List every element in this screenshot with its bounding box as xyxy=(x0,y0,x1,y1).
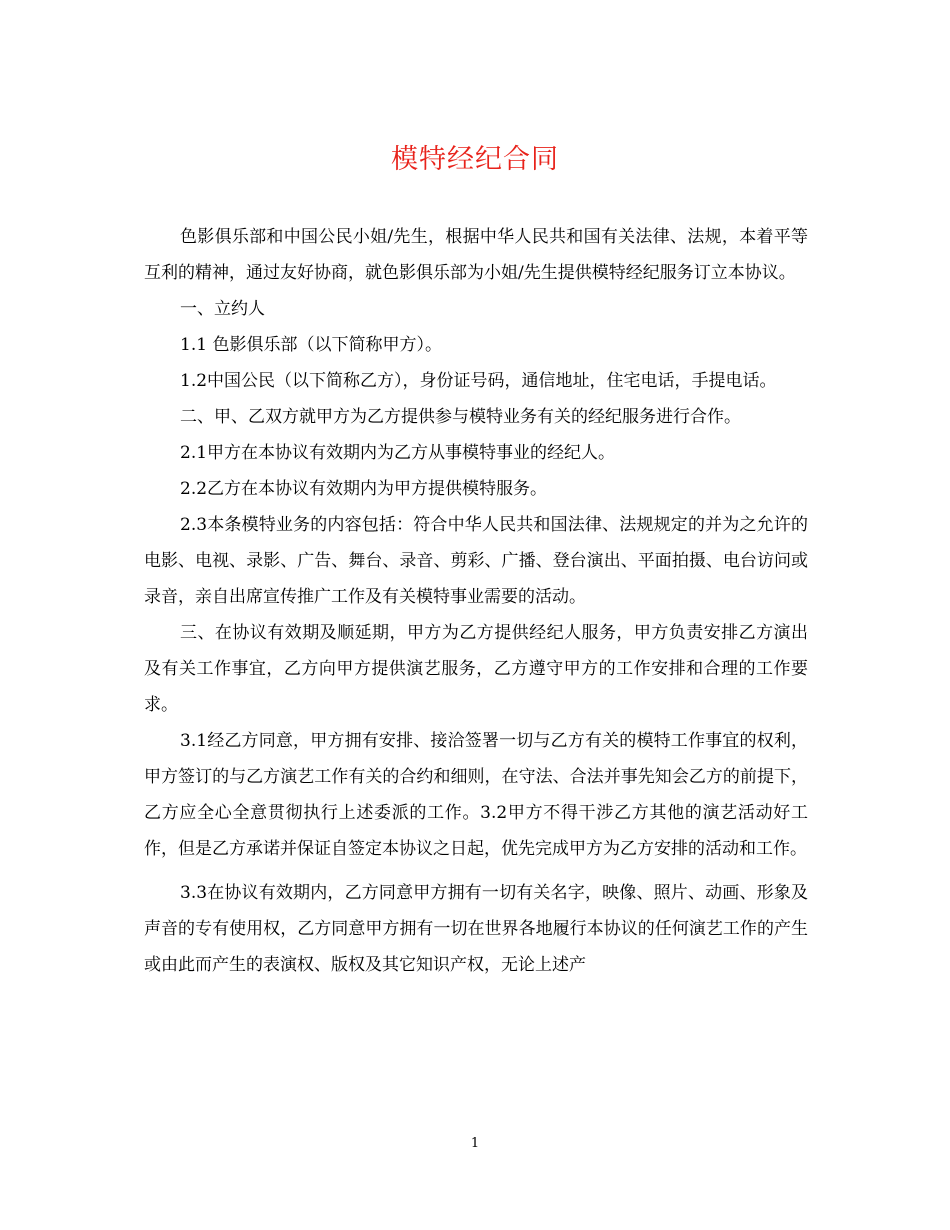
paragraph-3-3: 3.3在协议有效期内，乙方同意甲方拥有一切有关名字，映像、照片、动画、形象及声音的专有使用权，乙方同意甲方拥有一切在世界各地履行本协议的任何演艺工作的产生或由此而产生的表演权、版权及其它知识产权，无论上述产 xyxy=(144,883,808,975)
paragraph-intro: 色影俱乐部和中国公民小姐/先生，根据中华人民共和国有关法律、法规，本着平等互利的精神，通过友好协商，就色影俱乐部为小姐/先生提供模特经纪服务订立本协议。 xyxy=(144,227,808,283)
page-number: 1 xyxy=(470,1136,480,1151)
paragraph-section-1: 一、立约人 xyxy=(180,299,265,319)
paragraph-1-2: 1.2中国公民（以下简称乙方），身份证号码，通信地址，住宅电话，手提电话。 xyxy=(180,371,777,391)
paragraph-1-1: 1.1 色影俱乐部（以下简称甲方）。 xyxy=(180,335,442,355)
paragraph-section-3: 三、在协议有效期及顺延期，甲方为乙方提供经纪人服务，甲方负责安排乙方演出及有关工作事宜，乙方向甲方提供演艺服务，乙方遵守甲方的工作安排和合理的工作要求。 xyxy=(144,623,808,715)
paragraph-section-2: 二、甲、乙双方就甲方为乙方提供参与模特业务有关的经纪服务进行合作。 xyxy=(180,407,741,427)
paragraph-2-2: 2.2乙方在本协议有效期内为甲方提供模特服务。 xyxy=(180,479,548,499)
paragraph-2-3: 2.3本条模特业务的内容包括：符合中华人民共和国法律、法规规定的并为之允许的电影、电视、录影、广告、舞台、录音、剪彩、广播、登台演出、平面拍摄、电台访问或录音，亲自出席宣传推广工作及有关模特事业需要的活动。 xyxy=(144,515,808,607)
document-body xyxy=(144,219,808,983)
paragraph-2-1: 2.1甲方在本协议有效期内为乙方从事模特事业的经纪人。 xyxy=(180,443,616,463)
paragraph-3-1: 3.1经乙方同意，甲方拥有安排、接洽签署一切与乙方有关的模特工作事宜的权利，甲方签订的与乙方演艺工作有关的合约和细则，在守法、合法并事先知会乙方的前提下，乙方应全心全意贯彻执行上述委派的工作。3.2甲方不得干涉乙方其他的演艺活动好工作，但是乙方承诺并保证自签定本协议之日起，优先完成甲方为乙方安排的活动和工作。 xyxy=(144,731,808,859)
document-title: 模特经纪合同 xyxy=(391,144,559,175)
